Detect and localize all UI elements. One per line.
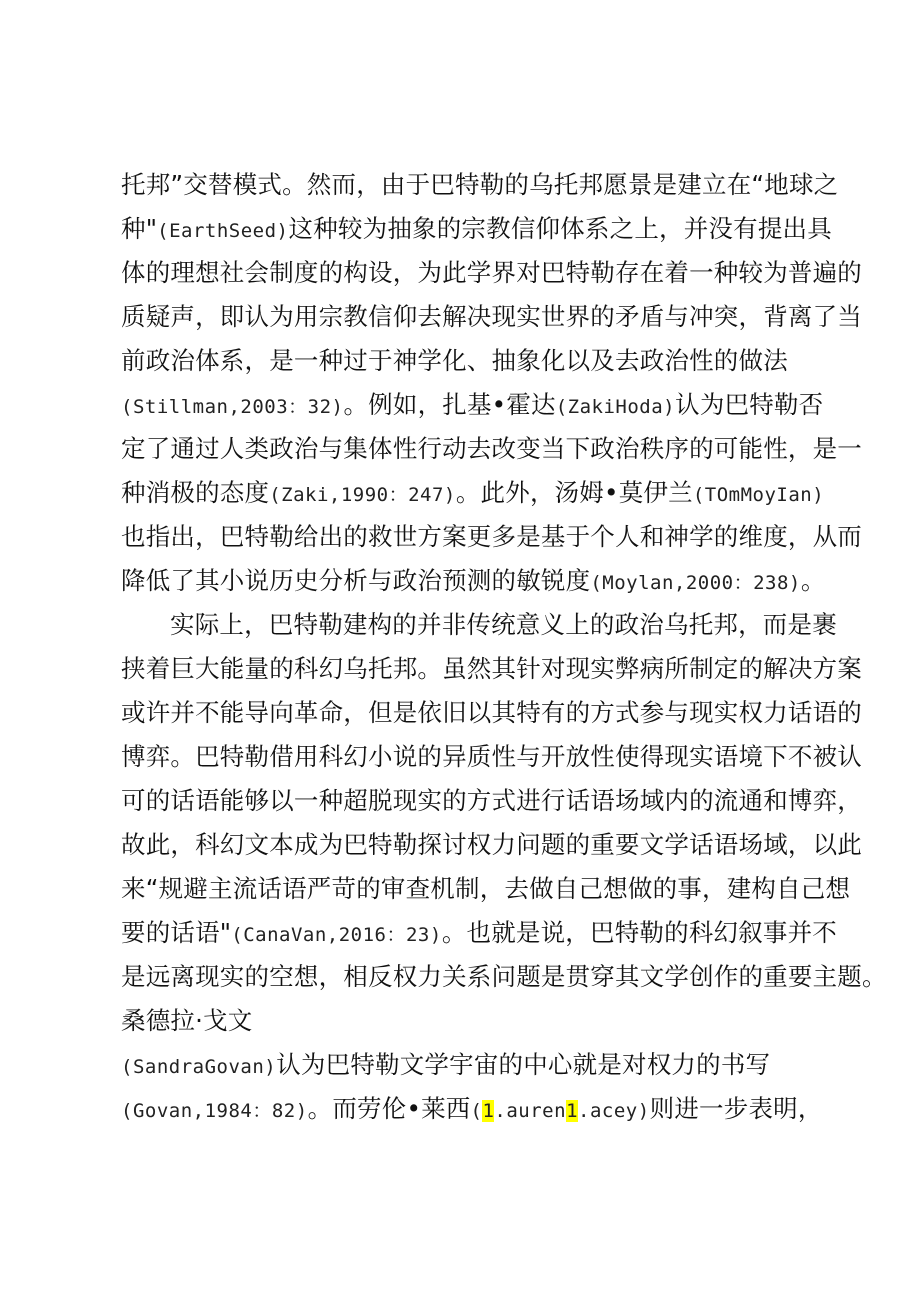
citation: (SandraGovan) (121, 1056, 277, 1078)
text-line (121, 207, 832, 251)
text-line (121, 867, 851, 911)
citation: (Zaki,1990：247) (269, 484, 456, 506)
text-segment: 认为巴特勒文学宇宙的中心就是对权力的书写 (276, 1050, 771, 1079)
text-segment: 体的理想社会制度的构设，为此学界对巴特勒存在着一种较为普遍的 (121, 258, 862, 287)
text-segment: 。也就是说，巴特勒的科幻叙事并不 (441, 918, 838, 947)
text-segment: 种消极的态度 (121, 478, 270, 507)
text-line (121, 691, 862, 735)
text-line (121, 999, 811, 1043)
text-segment: 或许并不能导向革命，但是依旧以其特有的方式参与现实权力话语的 (121, 698, 862, 727)
text-segment: 质疑声，即认为用宗教信仰去解决现实世界的矛盾与冲突，背离了当 (121, 302, 862, 331)
text-segment: 认为巴特勒否 (675, 390, 824, 419)
citation: (ZakiHoda) (555, 396, 676, 418)
text-segment: 实际上，巴特勒建构的并非传统意义上的政治乌托邦，而是裹 (170, 610, 837, 639)
text-segment: 故此，科幻文本成为巴特勒探讨权力问题的重要文学话语场域，以此 (121, 830, 862, 859)
text-line (121, 339, 811, 383)
text-segment: 可的话语能够以一种超脱现实的方式进行话语场域内的流通和博弈， (121, 786, 862, 815)
text-line (121, 163, 839, 207)
text-line (121, 603, 837, 647)
citation: ( (470, 1100, 483, 1122)
text-line (121, 471, 825, 515)
text-line (121, 647, 862, 691)
text-segment: 前政治体系，是一种过于神学化、抽象化以及去政治性的做法 (121, 346, 788, 375)
text-segment: 博弈。巴特勒借用科幻小说的异质性与开放性使得现实语境下不被认 (121, 742, 862, 771)
text-segment: 定了通过人类政治与集体性行动去改变当下政治秩序的可能性，是一 (121, 434, 862, 463)
highlighted-text: 1 (482, 1100, 495, 1122)
text-segment: 是远离现实的空想，相反权力关系问题是贯穿其文学创作的重要主题。 (121, 962, 887, 991)
text-line (121, 955, 887, 999)
text-line (121, 515, 862, 559)
text-segment: 这种较为抽象的宗教信仰体系之上，并没有提出具 (288, 214, 832, 243)
text-line (121, 383, 824, 427)
text-segment: 托邦”交替模式。然而，由于巴特勒的乌托邦愿景是建立在“地球之 (121, 170, 839, 199)
text-segment: 桑德拉·戈文 (121, 1006, 253, 1035)
text-line (121, 735, 862, 779)
text-line (121, 779, 862, 823)
text-line (121, 823, 862, 867)
text-segment: 种" (121, 214, 158, 243)
text-segment: 则进一步表明， (649, 1094, 823, 1123)
text-segment: 来“规避主流话语严苛的审查机制，去做自己想做的事，建构自己想 (121, 874, 851, 903)
text-line (121, 427, 862, 471)
text-line (121, 1087, 823, 1131)
text-segment: 要的话语" (121, 918, 232, 947)
text-segment: 降低了其小说历史分析与政治预测的敏锐度 (121, 566, 591, 595)
text-line (121, 1043, 811, 1087)
citation: (Govan,1984：82) (121, 1100, 308, 1122)
highlighted-text: 1 (566, 1100, 579, 1122)
text-line (121, 559, 826, 603)
citation: (Stillman,2003：32) (121, 396, 344, 418)
text-line (121, 251, 862, 295)
citation: .acey) (578, 1100, 650, 1122)
text-line (121, 911, 838, 955)
text-line (121, 295, 862, 339)
body-text (121, 163, 887, 1131)
citation: (Moylan,2000：238) (590, 572, 801, 594)
citation: .auren (494, 1100, 567, 1122)
citation: (CanaVan,2016：23) (231, 924, 442, 946)
citation: (TOmMoyIan) (692, 484, 825, 506)
text-segment: 挟着巨大能量的科幻乌托邦。虽然其针对现实弊病所制定的解决方案 (121, 654, 862, 683)
citation: (EarthSeed) (157, 220, 289, 242)
text-segment: 。 (800, 566, 826, 595)
text-segment: 。例如，扎基•霍达 (343, 390, 556, 419)
text-segment: 也指出，巴特勒给出的救世方案更多是基于个人和神学的维度，从而 (121, 522, 862, 551)
text-segment: 。此外，汤姆•莫伊兰 (455, 478, 693, 507)
text-segment: 。而劳伦•莱西 (307, 1094, 471, 1123)
